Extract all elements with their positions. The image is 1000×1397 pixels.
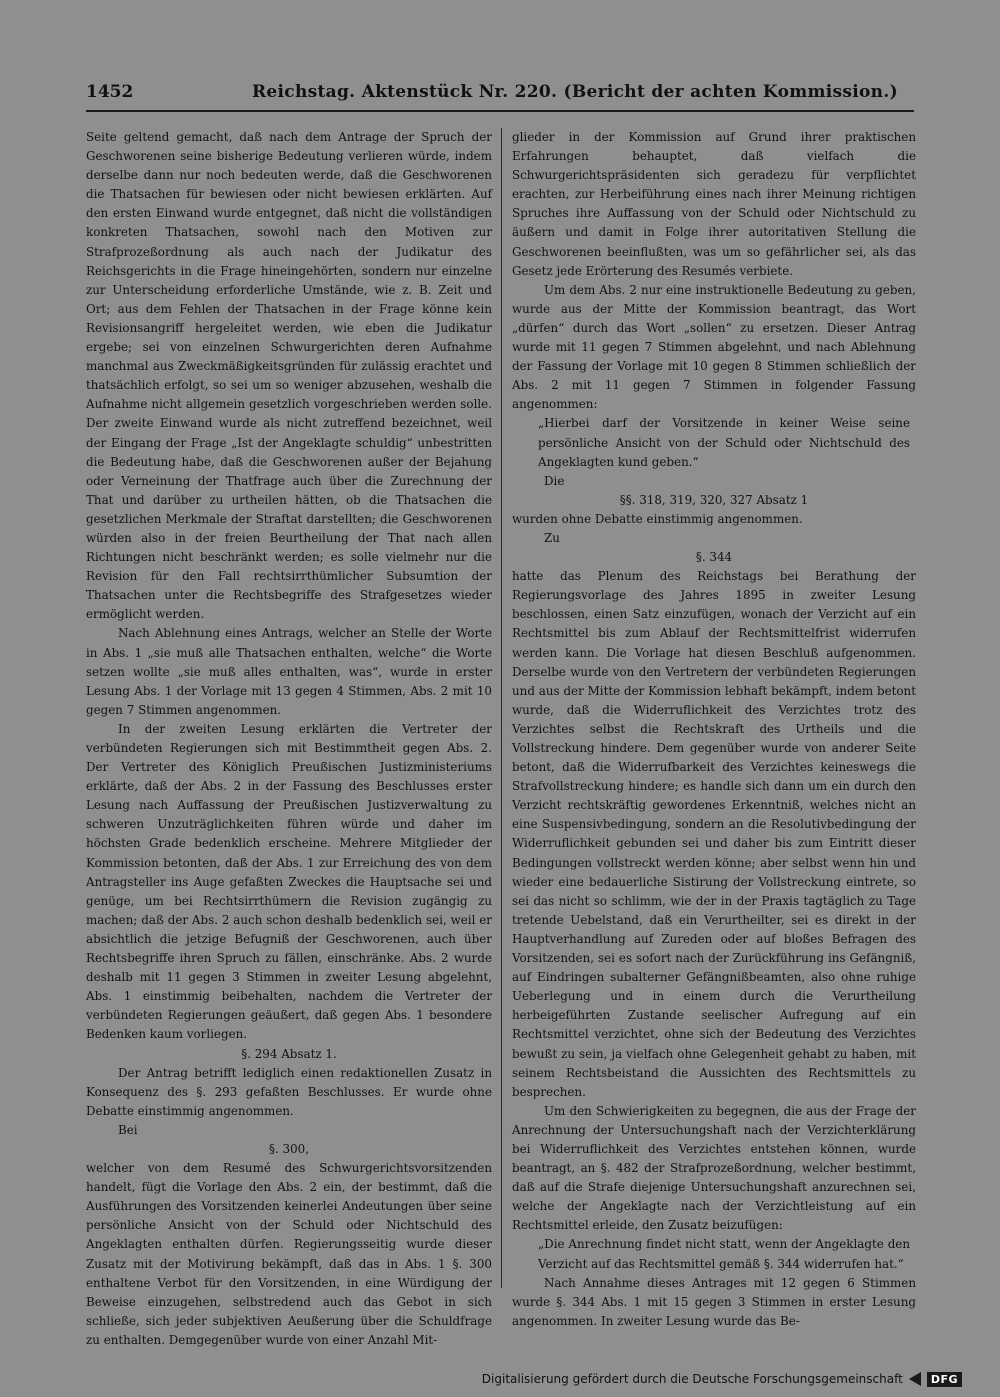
section-heading: §. 294 Absatz 1. xyxy=(241,1046,337,1061)
paragraph: Nach Ablehnung eines Antrags, welcher an Stelle der Worte in Abs. 1 „sie muß alle Thatsachen enthalten, welche“ die Worte setzen wollte „sie muß alles enthalten, was“, wurde in erster Lesung Abs. 1 der Vorlage mit 13 gegen 4 Stimmen, Abs. 2 mit 10 gegen 7 Stimmen angenommen. xyxy=(86,626,492,717)
column-divider xyxy=(501,128,502,1288)
paragraph: Um dem Abs. 2 nur eine instruktionelle Bedeutung zu geben, wurde aus der Mitte der Kommission beantragt, das Wort „dürfen“ durch das Wort „sollen“ zu ersetzen. Dieser Antrag wurde mit 11 gegen 7 Stimmen abgelehnt, und nach Ablehnung der Fassung der Vorlage mit 10 gegen 8 Stimmen schließlich der Abs. 2 mit 11 gegen 7 Stimmen in folgender Fassung angenommen: xyxy=(512,282,916,412)
paragraph: Nach Annahme dieses Antrages mit 12 gegen 6 Stimmen wurde §. 344 Abs. 1 mit 15 gegen 3 Stimmen in erster Lesung angenommen. In zweiter Lesung wurde das Be- xyxy=(512,1275,916,1328)
paragraph: welcher von dem Resumé des Schwurgerichtsvorsitzenden handelt, fügt die Vorlage den Abs. 2 ein, der bestimmt, daß die Ausführungen des Vorsitzenden keinerlei Andeutungen über seine persönliche Ansicht von der Schuld oder Nichtschuld des Angeklagten enthalten dürfen. Regierungsseitig wurde dieser Zusatz mit der Motivirung bekämpft, daß das in Abs. 1 §. 300 enthaltene Verbot für den Vorsitzenden, in eine Würdigung der Beweise einzugehen, selbstredend auch das Gebot in sich schließe, sich jeder subjektiven Aeußerung über die Schuldfrage zu enthalten. Demgegenüber wurde von einer Anzahl Mit- xyxy=(86,1161,492,1347)
footer-credit-text: Digitalisierung gefördert durch die Deutsche Forschungsgemeinschaft xyxy=(481,1372,903,1386)
dfg-arrow-icon xyxy=(909,1372,921,1386)
page-number: 1452 xyxy=(86,82,134,102)
section-heading: §. 300, xyxy=(269,1141,309,1156)
paragraph: Um den Schwierigkeiten zu begegnen, die aus der Frage der Anrechnung der Untersuchungshaft nach der Verzichterklärung bei Widerruflichkeit des Verzichtes entstehen können, wurde beantragt, an §. 482 der Strafprozeßordnung, welcher bestimmt, daß auf die Strafe diejenige Untersuchungshaft anzurechnen sei, welche der Angeklagte nach der Verzichtleistung auf ein Rechtsmittel erleide, den Zusatz beizufügen: xyxy=(512,1103,916,1233)
quoted-text: „Die Anrechnung findet nicht statt, wenn der Angeklagte den Verzicht auf das Rechtsmittel gemäß §. 344 widerrufen hat.“ xyxy=(538,1237,910,1271)
page-header xyxy=(86,78,914,108)
paragraph: glieder in der Kommission auf Grund ihrer praktischen Erfahrungen behauptet, daß vielfach die Schwurgerichtspräsidenten sich geradezu für verpflichtet erachten, zur Herbeiführung eines nach ihrer Meinung richtigen Spruches ihre Auffassung von der Schuld oder Nichtschuld zu äußern und damit in Folge ihrer autoritativen Stellung die Geschworenen beeinflußten, was um so gefährlicher sei, als das Gesetz jede Erörterung des Resumés verbiete. xyxy=(512,130,916,278)
paragraph: wurden ohne Debatte einstimmig angenommen. xyxy=(512,511,803,526)
section-heading: §§. 318, 319, 320, 327 Absatz 1 xyxy=(619,492,809,507)
paragraph: hatte das Plenum des Reichstags bei Berathung der Regierungsvorlage des Jahres 1895 in zweiter Lesung beschlossen, einen Satz einzufügen, wonach der Verzicht auf ein Rechtsmittel bis zum Ablauf der Rechtsmittelfrist widerrufen werden kann. Die Vorlage hat diesen Beschluß aufgenommen. Derselbe wurde von den Vertretern der verbündeten Regierungen und aus der Mitte der Kommission lebhaft bekämpft, indem betont wurde, daß die Widerruflichkeit des Verzichtes trotz des Verzichtes selbst die Rechtskraft des Urtheils und die Vollstreckung hindere. Dem gegenüber wurde von anderer Seite betont, daß die Widerrufbarkeit des Verzichtes keineswegs die Strafvollstreckung hindere; es handle sich dann um ein durch den Verzicht rechtskräftig gewordenes Erkenntniß, welches nicht an eine Suspensivbedingung, sondern an die Resolutivbedingung der Widerruflichkeit gebunden sei und daher bis zum Eintritt dieser Bedingungen vollstreckt werden könne; aber selbst wenn hin und wieder eine bedauerliche Sistirung der Vollstreckung eintrete, so sei das nicht so schlimm, wie der in der Praxis tagtäglich zu Tage tretende Uebelstand, daß ein Verurtheilter, sei es direkt in der Hauptverhandlung auf Zureden oder auf bloßes Befragen des Vorsitzenden, sei es sofort nach der Zurückführung ins Gefängniß, auf Eindringen subalterner Gefängnißbeamten, also ohne ruhige Ueberlegung und in einem durch die Verurtheilung herbeigeführten Zustande seelischer Aufregung auf ein Rechtsmittel verzichtet, ohne sich der Bedeutung des Verzichtes bewußt zu sein, ja vielfach ohne Gelegenheit gehabt zu haben, mit seinem Rechtsbeistand die Aussichten des Rechtsmittels zu besprechen. xyxy=(512,569,916,1099)
lead-word: Zu xyxy=(544,530,560,545)
left-column xyxy=(86,128,492,1350)
running-title: Reichstag. Aktenstück Nr. 220. (Bericht der achten Kommission.) xyxy=(252,82,898,102)
quoted-text: „Hierbei darf der Vorsitzende in keiner Weise seine persönliche Ansicht von der Schuld oder Nichtschuld des Angeklagten kund geben.“ xyxy=(538,416,910,469)
lead-word: Die xyxy=(544,473,565,488)
right-column xyxy=(512,128,916,1331)
header-rule xyxy=(86,110,914,112)
paragraph: In der zweiten Lesung erklärten die Vertreter der verbündeten Regierungen sich mit Bestimmtheit gegen Abs. 2. Der Vertreter des Königlich Preußischen Justizministeriums erklärte, daß der Abs. 2 in der Fassung des Beschlusses erster Lesung nach Auffassung der Preußischen Justizverwaltung zu schweren Unzuträglichkeiten führen würde und daher im höchsten Grade bedenklich erscheine. Mehrere Mitglieder der Kommission betonten, daß der Abs. 1 zur Erreichung des von dem Antragsteller ins Auge gefaßten Zweckes die Hauptsache sei und genüge, um bei Rechtsirrthümern die Revision zugängig zu machen; daß der Abs. 2 auch schon deshalb bedenklich sei, weil er absichtlich die jetzige Befugniß der Geschworenen, auch über Rechtsbegriffe ihren Spruch zu fällen, einschränke. Abs. 2 wurde deshalb mit 11 gegen 3 Stimmen in zweiter Lesung abgelehnt, Abs. 1 einstimmig beibehalten, nachdem die Vertreter der verbündeten Regierungen geäußert, daß gegen Abs. 1 besondere Bedenken kaum vorliegen. xyxy=(86,721,492,1042)
footer-credit xyxy=(482,1369,962,1389)
lead-word: Bei xyxy=(118,1122,138,1137)
paragraph: Der Antrag betrifft lediglich einen redaktionellen Zusatz in Konsequenz des §. 293 gefaßten Beschlusses. Er wurde ohne Debatte einstimmig angenommen. xyxy=(86,1065,492,1118)
paragraph: Seite geltend gemacht, daß nach dem Antrage der Spruch der Geschworenen seine bisherige Bedeutung verlieren würde, indem derselbe dann nur noch bedeuten werde, daß die Geschworenen die Thatsachen für bewiesen oder nicht bewiesen erklärten. Auf den ersten Einwand wurde entgegnet, daß nicht die vollständigen konkreten Thatsachen, sowohl nach den Motiven zur Strafprozeßordnung als auch nach der Judikatur des Reichsgerichts in die Frage hineingehörten, sondern nur einzelne zur Unterscheidung erforderliche Umstände, wie z. B. Zeit und Ort; aus dem Fehlen der Thatsachen in der Frage könne kein Revisionsangriff hergeleitet werden, wie eben die Judikatur ergebe; sei von einzelnen Schwurgerichten deren Aufnahme manchmal aus Zweckmäßigkeitsgründen für zulässig erachtet und thatsächlich erfolgt, so sei um so weniger abzusehen, weshalb die Aufnahme nicht allgemein gesetzlich vorgeschrieben werden solle. Der zweite Einwand wurde als nicht zutreffend bezeichnet, weil der Eingang der Frage „Ist der Angeklagte schuldig“ unbestritten die Bedeutung habe, daß die Geschworenen außer der Bejahung oder Verneinung der Thatfrage auch über die Zurechnung der That und darüber zu urtheilen hätten, ob die Thatsachen die gesetzlichen Merkmale der Straftat darstellten; die Geschworenen würden also in der freien Beurtheilung der That nach allen Richtungen nicht beschränkt werden; es solle vielmehr nur die Revision für den Fall rechtsirrthümlicher Subsumtion der Thatsachen unter die Rechtsbegriffe des Strafgesetzes wieder ermöglicht werden. xyxy=(86,130,492,622)
dfg-logo: DFG xyxy=(927,1372,962,1387)
section-heading: §. 344 xyxy=(695,550,733,565)
